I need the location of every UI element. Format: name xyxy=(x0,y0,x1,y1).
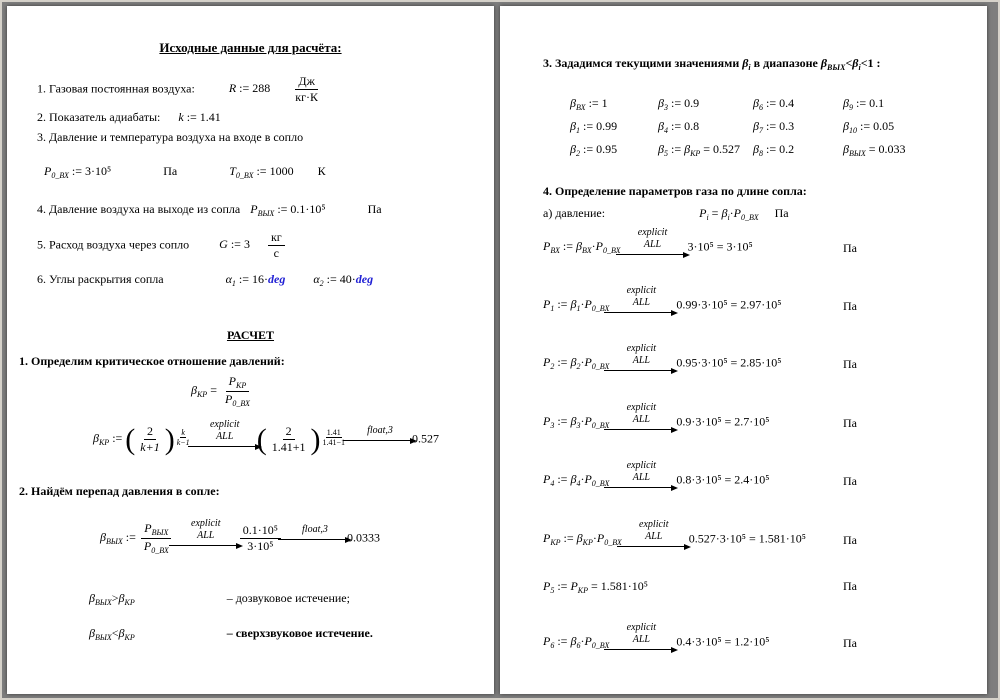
item4-label: 4. Давление воздуха на выходе из сопла xyxy=(37,202,241,216)
input-item-3-equations xyxy=(44,164,326,180)
symbolic-eval-arrow: explicit ALL xyxy=(612,343,670,372)
inlet-temperature-equation: $T_{0\_ВХ}$ := 1000 xyxy=(229,164,294,180)
eq-result: 3·10⁵ = 3·10⁵ xyxy=(684,239,753,254)
beta-value: $\beta_{ВЫХ} = 0.033$ xyxy=(843,142,906,158)
unit-pa: Па xyxy=(843,416,857,430)
beta-value: $\beta_8$ := 0.2 xyxy=(753,142,795,158)
pressure-eq-6: $P_6$ := $\beta_6\cdot P_{0\_ВХ}$ explicit ALL 0.4·3·10⁵ = 1.2·10⁵ Па xyxy=(543,622,857,651)
symbolic-eval-arrow: explicit ALL xyxy=(612,622,670,651)
beta-value: $\beta_6$ := 0.4 xyxy=(753,96,795,112)
unit-k: К xyxy=(317,164,326,178)
paren-group-numeric: ( $\frac{2}{1.41+1}$ ) xyxy=(256,422,321,456)
condition-math: $\beta_{ВЫХ}<\beta_{КР}$ xyxy=(89,626,135,642)
input-item-1 xyxy=(37,74,323,105)
inlet-pressure-equation: $P_{0\_ВХ}$ := 3·10⁵ xyxy=(44,164,112,180)
eq-result: 0.527 xyxy=(411,431,439,446)
supersonic-condition xyxy=(89,626,373,642)
beta-critical-definition: $\beta_{КР}$ = $\frac{P_{КР}}{P_{0\_ВХ}}$ xyxy=(191,374,255,409)
beta-value: $\beta_2$ := 0.95 xyxy=(570,142,618,158)
unit-pa: Па xyxy=(163,164,178,178)
document-page-2 xyxy=(500,6,987,694)
section2-heading: 2. Найдём перепад давления в сопле: xyxy=(19,484,220,498)
unit-pa: Па xyxy=(843,241,857,255)
symbolic-eval-arrow: explicit ALL xyxy=(612,460,670,489)
eq-result: 0.4·3·10⁵ = 1.2·10⁵ xyxy=(673,634,770,649)
pressure-eq-critical: $P_{КР}$ := $\beta_{КР}\cdot P_{0\_ВХ}$ explicit ALL 0.527·3·10⁵ = 1.581·10⁵ Па xyxy=(543,519,857,548)
beta-value: $\beta_7$ := 0.3 xyxy=(753,119,795,135)
condition-math: $\beta_{ВЫХ}>\beta_{КР}$ xyxy=(89,591,135,607)
unit-pa: Па xyxy=(843,299,857,313)
unit-pa: Па xyxy=(843,474,857,488)
symbolic-eval-arrow: explicit ALL xyxy=(625,519,683,548)
unit-pa: Па xyxy=(774,206,789,220)
condition-text: – сверхзвуковое истечение. xyxy=(226,626,373,640)
input-item-3-label: 3. Давление и температура воздуха на входе в сопло xyxy=(37,130,304,144)
input-item-6 xyxy=(37,272,373,288)
pressure-eq-2: $P_2$ := $\beta_2\cdot P_{0\_ВХ}$ explicit ALL 0.95·3·10⁵ = 2.85·10⁵ Па xyxy=(543,343,857,372)
item2-equation: k := 1.41 xyxy=(178,110,221,124)
item1-equation: R := 288 xyxy=(228,81,271,96)
beta-value: $\beta_1$ := 0.99 xyxy=(570,119,618,135)
document-page-1 xyxy=(7,6,494,694)
eq-result: 0.0333 xyxy=(346,530,380,545)
eq-result: 0.95·3·10⁵ = 2.85·10⁵ xyxy=(673,355,782,370)
beta-value: $\beta_3$ := 0.9 xyxy=(658,96,700,112)
subsonic-condition xyxy=(89,591,350,607)
symbolic-eval-arrow: explicit ALL xyxy=(177,518,235,547)
item1-unit-fraction: $\frac{Дж}{кг\cdot К}$ xyxy=(295,74,319,104)
exponent-fraction: $\frac{k}{k-1}$ xyxy=(176,428,190,448)
float-eval-arrow: float,3 xyxy=(351,425,409,442)
input-item-5 xyxy=(37,230,287,261)
section1-heading: 1. Определим критическое отношение давлений: xyxy=(19,354,285,368)
pressure-label: а) давление: xyxy=(543,206,606,220)
pressure-formula-line xyxy=(543,206,789,222)
input-item-2 xyxy=(37,110,221,125)
pressure-eq-4: $P_4$ := $\beta_4\cdot P_{0\_ВХ}$ explicit ALL 0.8·3·10⁵ = 2.4·10⁵ Па xyxy=(543,460,857,489)
eq-result: 0.8·3·10⁵ = 2.4·10⁵ xyxy=(673,472,770,487)
paren-group-symbolic: ( $\frac{2}{k+1}$ ) xyxy=(125,422,175,456)
pressure-general-formula: $P_i = \beta_i\cdot P_{0\_ВХ}$ xyxy=(699,206,759,222)
beta-value: $\beta_{ВХ}$ := 1 xyxy=(570,96,608,112)
input-item-4 xyxy=(37,202,382,218)
section3-heading: 3. Зададимся текущими значениями $\beta_i$ в диапазоне $\beta_{ВЫХ}<\beta_i<1$ : xyxy=(543,56,881,72)
float-eval-arrow: float,3 xyxy=(286,524,344,541)
unit-pa: Па xyxy=(367,202,382,216)
flow-rate-equation: G := 3 xyxy=(219,237,250,252)
numeric-fraction: $\frac{\text{0.1·10⁵}}{\text{3·10⁵}}$ xyxy=(240,523,281,554)
unit-pa: Па xyxy=(843,533,857,547)
item1-label: 1. Газовая постоянная воздуха: xyxy=(37,81,195,96)
pressure-eq-vx: $P_{ВХ}$ := $\beta_{ВХ}\cdot P_{0\_ВХ}$ explicit ALL 3·10⁵ = 3·10⁵ Па xyxy=(543,227,857,256)
exponent-fraction: $\frac{1.41}{1.41-1}$ xyxy=(322,428,345,448)
angle1-equation: $\alpha_1$ := 16·deg xyxy=(225,272,286,288)
symbolic-eval-arrow: explicit ALL xyxy=(624,227,682,256)
pressure-ratio-fraction: $\frac{P_{ВЫХ}}{P_{0\_ВХ}}$ xyxy=(141,521,172,556)
symbolic-eval-arrow: explicit ALL xyxy=(612,285,670,314)
eq-result: 0.527·3·10⁵ = 1.581·10⁵ xyxy=(685,531,806,546)
section4-heading: 4. Определение параметров газа по длине сопла: xyxy=(543,184,807,198)
page1-title: Исходные данные для расчёта: xyxy=(159,40,342,55)
item5-label: 5. Расход воздуха через сопло xyxy=(37,237,190,252)
beta-outlet-derivation: $\beta_{ВЫХ}$ := $\frac{P_{ВЫХ}}{P_{0\_ВХ}}$ explicit ALL $\frac{\text{0.1·10⁵}}{\text{3·10⁵}}$ float,3 0.0333 xyxy=(100,518,380,555)
beta-value: $\beta_5$ := $\beta_{КР} = 0.527$ xyxy=(658,142,741,158)
pressure-eq-p5: $P_5$ := $P_{КР} = 1.581\cdot 10^5$ Па xyxy=(543,579,857,595)
symbolic-eval-arrow: explicit ALL xyxy=(612,402,670,431)
item2-label: 2. Показатель адиабаты: xyxy=(37,110,161,124)
symbolic-eval-arrow: explicit ALL xyxy=(196,419,254,448)
unit-pa: Па xyxy=(843,357,857,371)
angle2-equation: $\alpha_2$ := 40·deg xyxy=(313,272,374,288)
unit-pa: Па xyxy=(843,579,857,593)
eq-result: 0.9·3·10⁵ = 2.7·10⁵ xyxy=(673,414,770,429)
beta-value: $\beta_{10}$ := 0.05 xyxy=(843,119,895,135)
pressure-ratio-fraction: $\frac{P_{КР}}{P_{0\_ВХ}}$ xyxy=(224,374,250,408)
critical-ratio-derivation: $\beta_{КР}$ := ( $\frac{2}{k+1}$ ) $\frac{k}{k-1}$ explicit ALL ( $\frac{2}{1.41+1}$ ) $\frac{1.41}{1.41-1}$ float,3 0.527 xyxy=(93,419,439,456)
item5-unit-fraction: $\frac{кг}{с}$ xyxy=(268,230,285,261)
condition-text: – дозвуковое истечение; xyxy=(226,591,350,605)
outlet-pressure-equation: $P_{ВЫХ}$ := 0.1·10⁵ xyxy=(250,202,326,218)
beta-value: $\beta_4$ := 0.8 xyxy=(658,119,700,135)
calc-section-title: РАСЧЕТ xyxy=(226,328,275,342)
eq-result: 0.99·3·10⁵ = 2.97·10⁵ xyxy=(673,297,782,312)
beta-value: $\beta_9$ := 0.1 xyxy=(843,96,885,112)
pressure-eq-3: $P_3$ := $\beta_3\cdot P_{0\_ВХ}$ explicit ALL 0.9·3·10⁵ = 2.7·10⁵ Па xyxy=(543,402,857,431)
item6-label: 6. Углы раскрытия сопла xyxy=(37,272,164,286)
pressure-eq-1: $P_1$ := $\beta_1\cdot P_{0\_ВХ}$ explicit ALL 0.99·3·10⁵ = 2.97·10⁵ Па xyxy=(543,285,857,314)
unit-pa: Па xyxy=(843,636,857,650)
